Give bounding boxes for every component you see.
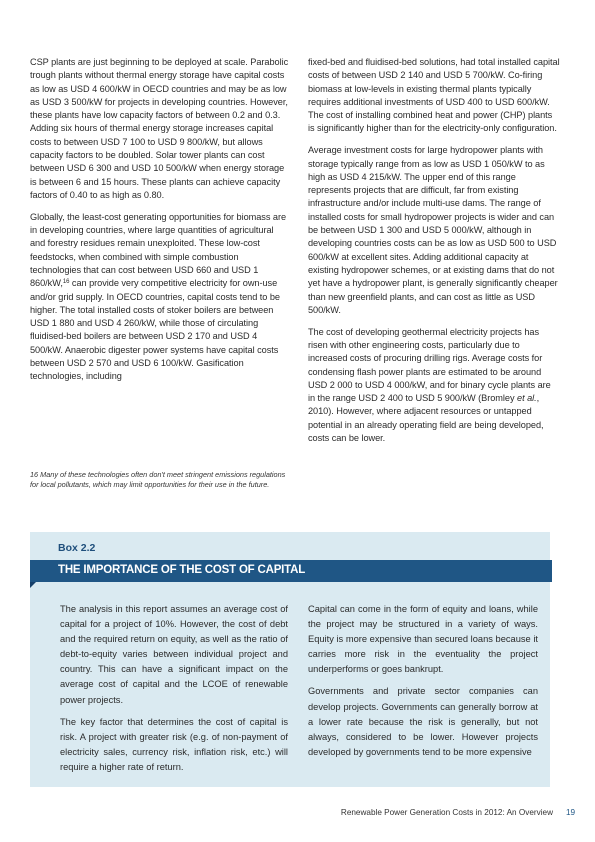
citation-et-al: et al. [517,393,537,404]
paragraph-biomass-costs [30,211,290,384]
box-left-column [60,602,288,782]
footer-report-title: Renewable Power Generation Costs in 2012: An Overview [340,808,553,817]
box-paragraph-assumption: The analysis in this report assumes an average cost of capital for a project of 10%. However, the cost of debt and the required return on equity, as well as the ratio of debt-to-equity varies between individual project and country. This can have a significant impact on the average cost of capital and the LCOE of renewable power projects. [60,604,288,705]
box-paragraph-governments: Governments and private sector companies can develop projects. Governments can generally borrow at a lower rate because the risk is generally, but not always, considered to be lower. However projects developed by governments tend to be more expensive [308,686,538,757]
footnote-16: 16 Many of these technologies often don't meet stringent emissions regulations for local pollutants, which may limit opportunities for their use in the future. [30,470,286,489]
box-label: Box 2.2 [58,542,96,554]
box-paragraph-risk: The key factor that determines the cost of capital is risk. A project with greater risk (e.g. of non-payment of electricity sales, currency risk, inflation risk, etc.) will require a higher rate of return. [60,716,288,772]
box-title: THE IMPORTANCE OF THE COST OF CAPITAL [58,564,306,576]
paragraph-gasification-costs: fixed-bed and fluidised-bed solutions, had total installed capital costs of between USD 2 140 and USD 5 700/kW. Co-firing biomass at low-levels in existing thermal plants typically requires additional investments of USD 400 to USD 600/kW. The cost of installing combined heat and power (CHP) plants is significantly higher than for the electricity-only configuration. [308,57,560,134]
paragraph-geothermal-text-b: , 2010). However, where adjacent resources or untapped potential in an already operating field are being developed, costs can be lower. [308,393,544,444]
paragraph-geothermal-costs [308,326,560,446]
footnote-ref-16[interactable]: 16 [62,279,70,286]
box-paragraph-equity-loans: Capital can come in the form of equity and loans, while the project may be structured in a variety of ways. Equity is more expensive than secured loans because it carries more risk in the eventuality the project underperforms or goes bankrupt. [308,604,538,675]
right-text-column [308,56,560,454]
page-number: 19 [566,808,576,817]
box-right-column [308,602,538,767]
box-title-bar [30,560,552,582]
paragraph-hydropower-costs: Average investment costs for large hydropower plants with storage typically range from as low as USD 1 050/kW to as high as USD 4 215/kW. The upper end of this range represents projects that are difficult, far from existing infrastructure and/or include multi-use dams. The range of installed costs for small hydropower projects is wider and can be between USD 1 300 and USD 5 000/kW, although in developing countries costs can be as low as USD 500 to USD 600/kW at excellent sites. Adding additional capacity at existing hydropower schemes, or at existing dams that do not yet have a hydropower plant, is generally significantly cheaper than new greenfield plants, and can cost as little as USD 500/kW. [308,145,558,315]
box-title-fold [30,582,36,588]
box-cost-of-capital [30,532,550,787]
paragraph-biomass-text-a: Globally, the least-cost generating opportunities for biomass are in developing countries, where large quantities of agricultural and forestry residues remain unexploited. These low-cost feedstocks, when combined with simple combustion technologies that can cost between USD 660 and USD 1 860/kW, [30,211,287,289]
left-text-column [30,56,290,392]
paragraph-csp-costs: CSP plants are just beginning to be deployed at scale. Parabolic trough plants without thermal energy storage have capital costs as low as USD 4 600/kW in OECD countries and may be as low as USD 3 500/kW for projects in developing countries. However, these plants have low capacity factors of between 0.2 and 0.3. Adding six hours of thermal energy storage increases capital costs to between USD 7 100 to USD 9 800/kW, but allows capacity factors to be doubled. Solar tower plants can cost between USD 6 300 and USD 10 500/kW when energy storage is between 6 and 15 hours. These plants can achieve capacity factors of 0.40 to as high as 0.80. [30,57,289,200]
paragraph-geothermal-text-a: The cost of developing geothermal electricity projects has risen with other engineering costs, particularly due to increased costs of procuring drilling rigs. Average costs for condensing flash power plants are estimated to be around USD 2 000 to USD 4 000/kW, and for binary cycle plants are in the range USD 2 400 to USD 5 900/kW (Bromley [308,326,551,404]
paragraph-biomass-text-b: can provide very competitive electricity for own-use and/or grid supply. In OECD countries, capital costs tend to be higher. The total installed costs of stoker boilers are between USD 1 880 and USD 4 260/kW, while those of circulating fluidised-bed boilers are between USD 2 170 and USD 4 500/kW. Anaerobic digester power systems have capital costs between USD 2 570 and USD 6 100/kW. Gasification technologies, including [30,278,280,382]
